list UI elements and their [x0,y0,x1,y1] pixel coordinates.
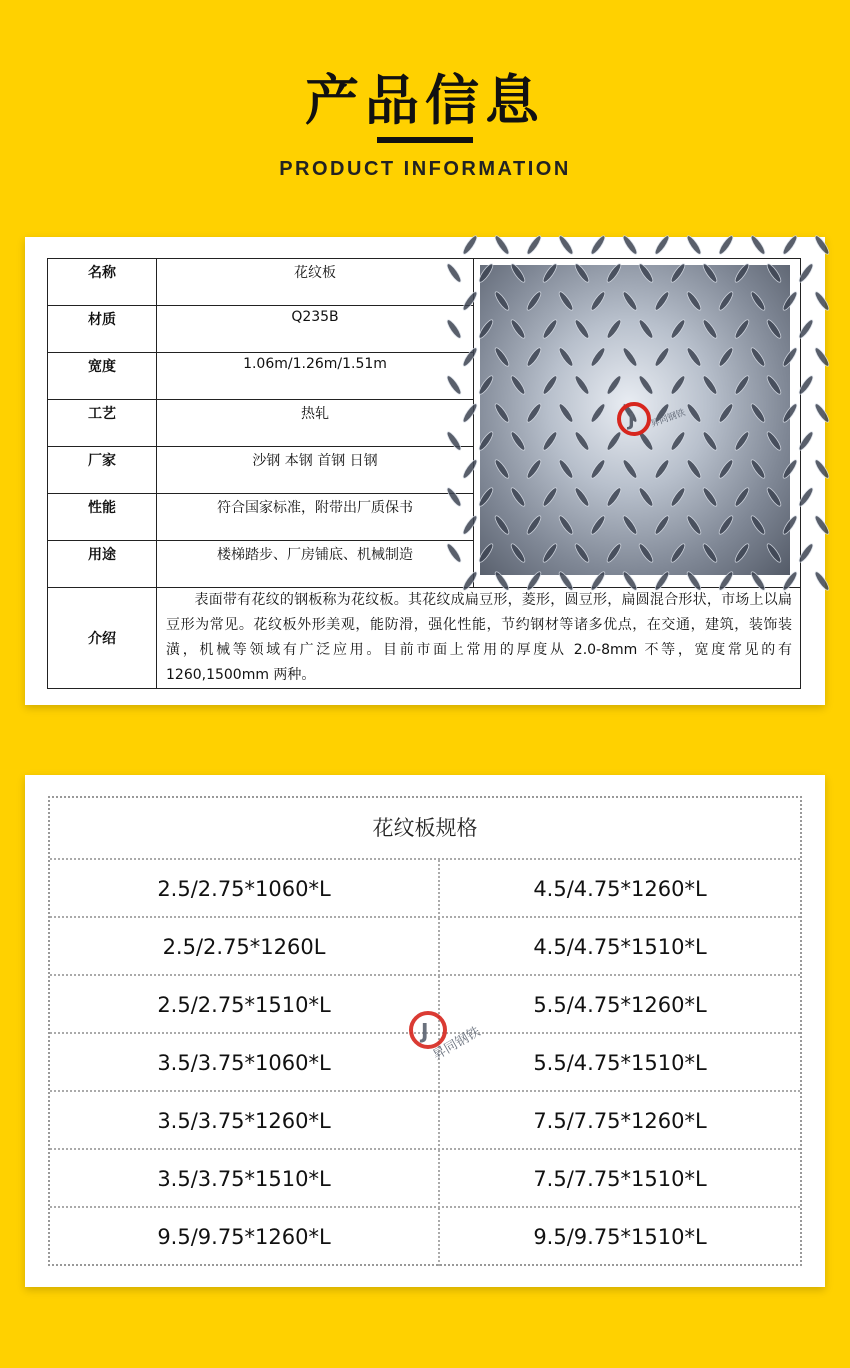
company-logo [616,401,687,445]
row-label: 工艺 [48,400,157,447]
company-logo-watermark [406,1008,490,1068]
spec-cell: 3.5/3.75*1510*L [50,1150,440,1208]
table-row [50,1206,800,1266]
spec-title: 花纹板规格 [372,816,478,840]
svg-text:昇同钢铁: 昇同钢铁 [430,1024,484,1064]
product-info-card [25,237,825,705]
row-label: 名称 [48,259,157,306]
spec-cell: 3.5/3.75*1060*L [50,1034,440,1092]
spec-cell: 2.5/2.75*1260L [50,918,440,976]
title-underline [377,137,473,143]
spec-cell: 4.5/4.75*1260*L [533,877,707,901]
spec-cell: 4.5/4.75*1510*L [533,935,707,959]
row-label: 用途 [48,541,157,588]
intro-text: 表面带有花纹的钢板称为花纹板。其花纹成扁豆形，菱形，圆豆形，扁圆混合形状，市场上以扁豆形为常见。花纹板外形美观，能防滑，强化性能，节约钢材等诸多优点，在交通，建筑，装饰装潢，机械等领域有广泛应用。目前市面上常用的厚度从 2.0-8mm 不等，宽度常见的有 1260,1500mm 两种。 [157,588,801,689]
row-value: 沙钢 本钢 首钢 日钢 [157,447,474,494]
row-label: 宽度 [48,353,157,400]
spec-cell: 2.5/2.75*1510*L [50,976,440,1034]
row-value: 楼梯踏步、厂房铺底、机械制造 [157,541,474,588]
checkered-plate-image [480,265,790,575]
table-row [50,1148,800,1208]
product-image-cell [474,259,801,588]
svg-text:J: J [421,1019,429,1043]
row-value: 花纹板 [157,259,474,306]
spec-cell: 9.5/9.75*1260*L [50,1208,440,1266]
row-label: 材质 [48,306,157,353]
table-row-intro [48,588,801,689]
row-label: 厂家 [48,447,157,494]
row-value: Q235B [157,306,474,353]
spec-card [25,775,825,1287]
spec-cell: 7.5/7.75*1260*L [533,1109,707,1133]
product-info-table [47,258,801,689]
spec-cell: 9.5/9.75*1510*L [533,1225,707,1249]
spec-cell: 3.5/3.75*1260*L [50,1092,440,1150]
svg-text:昇同钢铁: 昇同钢铁 [649,408,687,430]
row-label: 性能 [48,494,157,541]
spec-cell: 5.5/4.75*1260*L [533,993,707,1017]
table-row [50,858,800,918]
spec-table [48,796,802,1266]
svg-text:J: J [628,410,635,431]
spec-cell: 5.5/4.75*1510*L [533,1051,707,1075]
table-row [50,1090,800,1150]
row-value: 1.06m/1.26m/1.51m [157,353,474,400]
intro-label: 介绍 [48,588,157,689]
page-title: 产品信息 [305,69,545,132]
table-row [48,259,801,306]
spec-cell: 7.5/7.75*1510*L [533,1167,707,1191]
spec-cell: 2.5/2.75*1060*L [50,860,440,918]
table-row [50,916,800,976]
row-value: 符合国家标准，附带出厂质保书 [157,494,474,541]
row-value: 热轧 [157,400,474,447]
page-subtitle: PRODUCT INFORMATION [279,158,571,180]
